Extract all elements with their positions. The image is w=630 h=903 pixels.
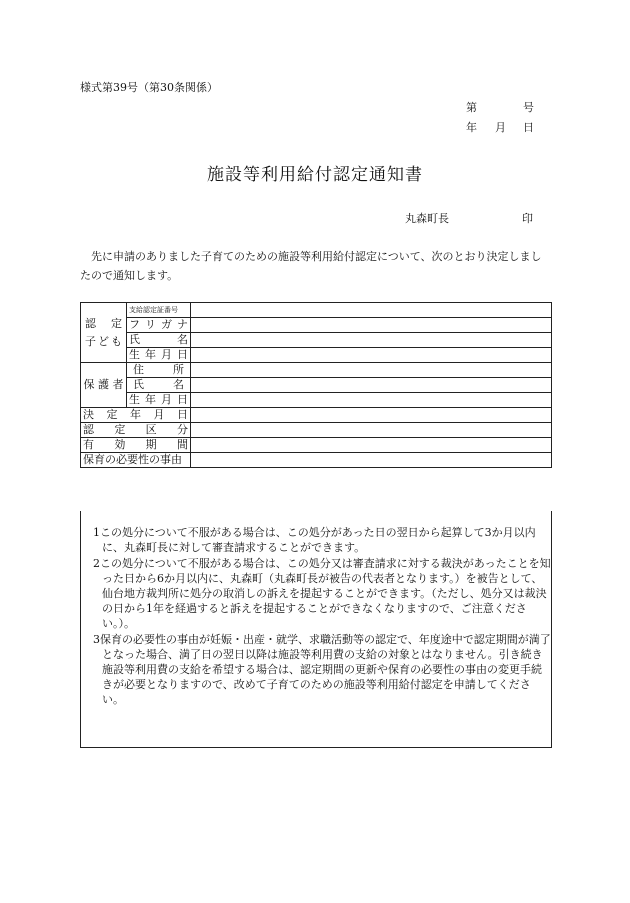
classification-field[interactable] bbox=[191, 423, 552, 438]
table-row bbox=[81, 363, 552, 378]
furigana-field[interactable] bbox=[191, 318, 552, 333]
date-year: 年 bbox=[466, 121, 477, 134]
date-month: 月 bbox=[495, 121, 506, 134]
guardian-address-label: 住 所 bbox=[127, 363, 191, 378]
document-title: 施設等利用給付認定通知書 bbox=[207, 165, 423, 185]
form-number: 様式第39号（第30条関係） bbox=[80, 81, 218, 94]
necessity-label: 保育の必要性の事由 bbox=[81, 453, 191, 468]
child-name-label: 氏 名 bbox=[127, 333, 191, 348]
guardian-birth-label: 生 年 月 日 bbox=[127, 393, 191, 408]
guardian-group-label: 保 護 者 bbox=[81, 363, 127, 408]
notes-box bbox=[80, 511, 552, 748]
child-name-field[interactable] bbox=[191, 333, 552, 348]
seal-mark: 印 bbox=[522, 212, 533, 225]
number-suffix: 号 bbox=[523, 101, 534, 114]
note-item: 1この処分について不服がある場合は、この処分があった日の翌日から起算して3か月以内に、丸森町長に対して審査請求することができます。 bbox=[93, 526, 536, 554]
validity-label: 有 効 期 間 bbox=[81, 438, 191, 453]
classification-label: 認 定 区 分 bbox=[81, 423, 191, 438]
guardian-address-field[interactable] bbox=[191, 363, 552, 378]
guardian-name-label: 氏 名 bbox=[127, 378, 191, 393]
certification-table bbox=[80, 302, 552, 468]
decision-date-field[interactable] bbox=[191, 408, 552, 423]
furigana-label: フ リ ガ ナ bbox=[127, 318, 191, 333]
date-day: 日 bbox=[523, 121, 534, 134]
validity-field[interactable] bbox=[191, 438, 552, 453]
table-row bbox=[81, 453, 552, 468]
cert-number-field[interactable] bbox=[191, 303, 552, 318]
note-item: 3保育の必要性の事由が妊娠・出産・就学、求職活動等の認定で、年度途中で認定期間が満了となった場合、満了日の翌日以降は施設等利用費の支給の対象とはなりません。引き続き施設等利用費の支給を希望する場合は、認定期間の更新や保育の必要性の事由の変更手続きが必要となりますので、改めて子育てのための施設等利用給付認定を申請してください。 bbox=[93, 633, 551, 706]
guardian-birth-field[interactable] bbox=[191, 393, 552, 408]
table-row bbox=[81, 318, 552, 333]
table-row bbox=[81, 378, 552, 393]
intro-text: 先に申請のありました子育てのための施設等利用給付認定について、次のとおり決定しましたので通知します。 bbox=[80, 250, 542, 282]
child-group-label: 認 定 子 ど も bbox=[81, 303, 127, 363]
table-row bbox=[81, 438, 552, 453]
issuer-name: 丸森町長 bbox=[405, 212, 449, 225]
necessity-field[interactable] bbox=[191, 453, 552, 468]
table-row bbox=[81, 408, 552, 423]
child-birth-field[interactable] bbox=[191, 348, 552, 363]
note-item: 2この処分について不服がある場合は、この処分又は審査請求に対する裁決があったことを知った日から6か月以内に、丸森町（丸森町長が被告の代表者となります。）を被告として、仙台地方裁判所に処分の取消しの訴えを提起することができます。（ただし、処分又は裁決の日から1年を経過すると訴えを提起することができなくなりますので、ご注意ください。）。 bbox=[93, 557, 551, 630]
guardian-name-field[interactable] bbox=[191, 378, 552, 393]
number-prefix: 第 bbox=[466, 101, 477, 114]
cert-number-label: 支給認定証番号 bbox=[127, 303, 191, 318]
decision-date-label: 決 定 年 月 日 bbox=[81, 408, 191, 423]
table-row bbox=[81, 348, 552, 363]
table-row bbox=[81, 303, 552, 318]
table-row bbox=[81, 393, 552, 408]
table-row bbox=[81, 333, 552, 348]
child-birth-label: 生 年 月 日 bbox=[127, 348, 191, 363]
table-row bbox=[81, 423, 552, 438]
